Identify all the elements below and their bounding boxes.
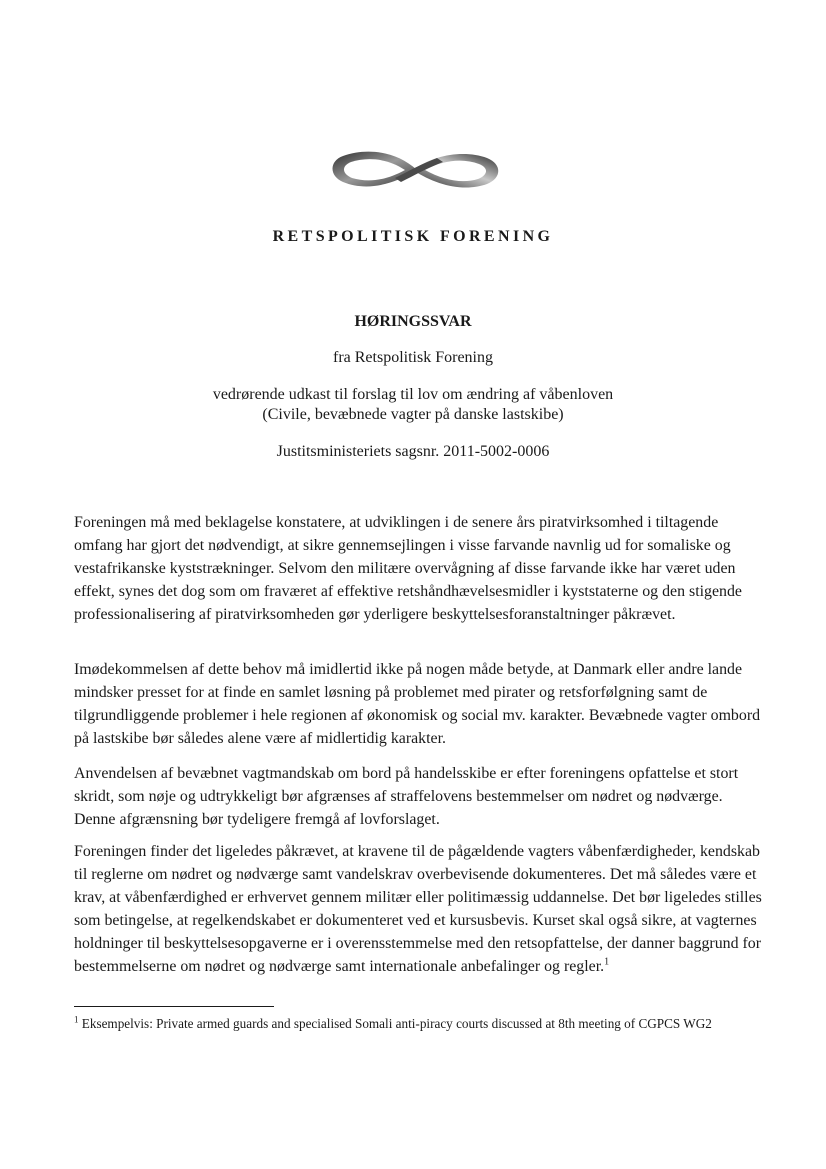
footnote-number: 1 [74, 1014, 79, 1025]
body-paragraph-4 [74, 840, 764, 978]
body-paragraph-1: Foreningen må med beklagelse konstatere, at udviklingen i de senere års piratvirksomhed i tiltagende omfang har gjort det nødvendigt, at sikre gennemsejlingen i visse farvande navnlig ud for somaliske og vestafrikanske kyststrækninger. Selvom den militære overvågning af disse farvande ikke har været uden effekt, synes det dog som om fraværet af effektive retshåndhævelsesmidler i kyststaterne og den stigende professionalisering af piratvirksomheden gør yderligere beskyttelsesforanstaltninger påkrævet. [74, 514, 742, 623]
regarding-block [0, 385, 826, 425]
body-paragraph-3: Anvendelsen af bevæbnet vagtmandskab om bord på handelsskibe er efter foreningens opfattelse et stort skridt, som nøje og udtrykkeligt bør afgrænses af straffelovens bestemmelser om nødret og nødværge. Denne afgrænsning bør tydeligere fremgå af lovforslaget. [74, 765, 739, 828]
footnote-divider [74, 1006, 274, 1007]
infinity-ribbon-logo-icon [325, 142, 505, 198]
footnote [74, 1014, 764, 1034]
regarding-line-1: vedrørende udkast til forslag til lov om ændring af våbenloven [212, 386, 614, 403]
document-title: HØRINGSSVAR [354, 313, 472, 330]
body-paragraph-4-text: Foreningen finder det ligeledes påkrævet, at kravene til de pågældende vagters våbenfærdigheder, kendskab til reglerne om nødret og nødværge samt vandelskrav overbevisende dokumenteres. Det må således være et krav, at våbenfærdighed er erhvervet gennem militær eller politimæssig uddannelse. Det bør ligeledes stilles som betingelse, at regelkendskabet er dokumenteret ved et kursusbevis. Kurset skal også sikre, at vagternes holdninger til beskyttelsesopgaverne er i overensstemmelse med den retsopfattelse, der danner baggrund for bestemmelserne om nødret og nødværge samt internationale anbefalinger og regler. [74, 843, 762, 975]
footnote-reference: 1 [604, 956, 610, 968]
from-line: fra Retspolitisk Forening [333, 349, 493, 366]
organization-name: RETSPOLITISK FORENING [272, 228, 554, 245]
regarding-line-2: (Civile, bevæbnede vagter på danske lastskibe) [262, 406, 564, 423]
body-paragraph-2: Imødekommelsen af dette behov må imidlertid ikke på nogen måde betyde, at Danmark eller andre lande mindsker presset for at finde en samlet løsning på problemet med pirater og retsforfølgning samt de tilgrundliggende problemer i hele regionen af økonomisk og social mv. karakter. Bevæbnede vagter ombord på lastskibe bør således alene være af midlertidig karakter. [74, 661, 761, 747]
footnote-text: Eksempelvis: Private armed guards and specialised Somali anti-piracy courts discussed at 8th meeting of CGPCS WG2 [78, 1016, 712, 1031]
case-number: Justitsministeriets sagsnr. 2011-5002-0006 [276, 443, 550, 460]
